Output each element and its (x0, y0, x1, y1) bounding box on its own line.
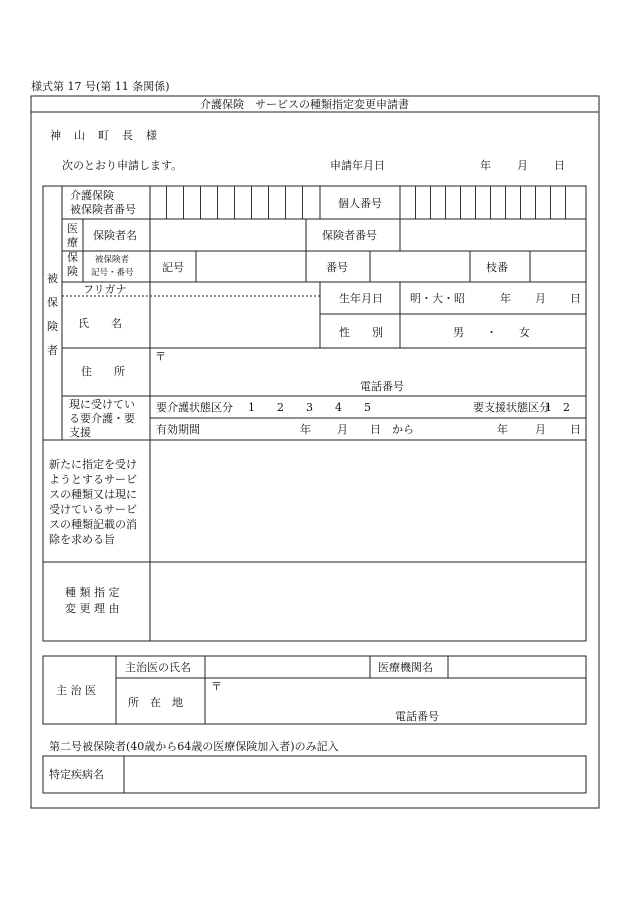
date-year-unit: 年 (480, 159, 491, 172)
kigo-field[interactable] (197, 252, 305, 281)
valid-kara: から (392, 423, 414, 436)
digit-box (415, 186, 416, 219)
institution-label: 医療機関名 (378, 661, 433, 674)
service-request-line: 受けているサービ (49, 503, 137, 516)
name-field[interactable] (151, 297, 319, 347)
doctor-location-label: 所 在 地 (128, 696, 183, 709)
valid-from-year: 年 (300, 423, 311, 436)
digit-box (565, 186, 566, 219)
digit-box (550, 186, 551, 219)
insurer-name-label: 保険者名 (93, 229, 137, 242)
service-request-line: スの種類記載の消 (49, 518, 137, 531)
service-request-field[interactable] (151, 441, 585, 561)
medical-side-char: 険 (67, 265, 78, 278)
valid-to-day: 日 (570, 423, 581, 436)
kigo-label: 記号 (162, 261, 184, 274)
side-label-char: 者 (47, 344, 58, 357)
specific-disease-label: 特定疾病名 (49, 768, 104, 781)
doctor-name-label: 主治医の氏名 (125, 661, 191, 674)
edaban-label: 枝番 (486, 261, 508, 274)
date-label: 申請年月日 (330, 159, 385, 172)
medical-side-char: 保 (67, 251, 78, 264)
sex-label: 性 別 (339, 326, 383, 339)
insured-code-label-1: 被保険者 (95, 255, 130, 265)
intro-text: 次のとおり申請します。 (62, 159, 183, 172)
bango-field[interactable] (371, 252, 469, 281)
dob-label: 生年月日 (339, 292, 383, 305)
date-month-unit: 月 (517, 159, 528, 172)
dob-year-unit: 年 (500, 292, 511, 305)
digit-box (200, 186, 201, 219)
phone-label: 電話番号 (360, 380, 404, 393)
doctor-section-label: 主 治 医 (56, 684, 96, 697)
specific-disease-field[interactable] (125, 757, 585, 792)
digit-box (217, 186, 218, 219)
service-request-line: ようとするサービ (49, 473, 137, 486)
digit-box (251, 186, 252, 219)
insurer-no-label: 保険者番号 (322, 229, 377, 242)
valid-from-day: 日 (370, 423, 381, 436)
address-label: 住 所 (81, 365, 125, 378)
institution-field[interactable] (449, 657, 585, 677)
digit-box (183, 186, 184, 219)
ins-no-label-2: 被保険者番号 (70, 203, 136, 216)
personal-no-label: 個人番号 (338, 197, 382, 210)
name-label: 氏 名 (78, 317, 122, 330)
digit-box (535, 186, 536, 219)
care-label-line2: る要介護・要 (69, 412, 135, 425)
digit-box (475, 186, 476, 219)
service-request-line: 新たに指定を受け (49, 458, 137, 471)
medical-side-char: 療 (67, 236, 78, 249)
digit-box (520, 186, 521, 219)
care-label-line3: 支援 (69, 426, 91, 439)
second-insured-note: 第二号被保険者(40歳から64歳の医療保険加入者)のみ記入 (49, 740, 339, 753)
valid-period-label: 有効期間 (156, 423, 200, 436)
dob-day-unit: 日 (570, 292, 581, 305)
side-label-char: 被 (47, 272, 58, 285)
doctor-phone-label: 電話番号 (395, 710, 439, 723)
ins-no-label-1: 介護保険 (70, 189, 114, 202)
form-number: 様式第 17 号(第 11 条関係) (31, 80, 170, 93)
care-level-label: 要介護状態区分 (156, 401, 233, 414)
era-options[interactable]: 明・大・昭 (410, 292, 465, 305)
insurer-no-field[interactable] (401, 220, 585, 250)
form-title: 介護保険 サービスの種類指定変更申請書 (200, 98, 409, 111)
addressee: 神 山 町 長 様 (50, 129, 158, 142)
postal-mark: 〒 (155, 350, 166, 363)
furigana-field[interactable] (151, 283, 319, 295)
side-label-char: 保 (47, 296, 58, 309)
furigana-label: フリガナ (83, 283, 127, 296)
edaban-field[interactable] (531, 252, 585, 281)
service-request-line: 除を求める旨 (49, 533, 115, 546)
doctor-postal-mark: 〒 (211, 680, 222, 693)
digit-box (445, 186, 446, 219)
date-day-unit: 日 (554, 159, 565, 172)
digit-box (166, 186, 167, 219)
digit-box (268, 186, 269, 219)
dob-month-unit: 月 (535, 292, 546, 305)
valid-from-month: 月 (337, 423, 348, 436)
digit-box (460, 186, 461, 219)
digit-box (234, 186, 235, 219)
care-label-line1: 現に受けてい (69, 398, 135, 411)
service-request-line: スの種類又は現に (49, 488, 137, 501)
bango-label: 番号 (326, 261, 348, 274)
valid-to-year: 年 (497, 423, 508, 436)
side-label-char: 険 (47, 320, 58, 333)
change-reason-label-2: 変 更 理 由 (65, 602, 120, 615)
support-level-options[interactable]: 1 2 (545, 401, 570, 414)
digit-box (302, 186, 303, 219)
digit-box (285, 186, 286, 219)
digit-box (490, 186, 491, 219)
sex-options[interactable]: 男 ・ 女 (453, 326, 530, 339)
doctor-name-field[interactable] (206, 657, 369, 677)
insurer-name-field[interactable] (151, 220, 305, 250)
change-reason-field[interactable] (151, 563, 585, 640)
medical-side-char: 医 (67, 222, 78, 235)
care-level-options[interactable]: 1 2 3 4 5 (248, 401, 371, 414)
digit-box (430, 186, 431, 219)
digit-box (505, 186, 506, 219)
support-level-label: 要支援状態区分 (473, 401, 550, 414)
change-reason-label-1: 種 類 指 定 (65, 586, 120, 599)
valid-to-month: 月 (535, 423, 546, 436)
insured-code-label-2: 記号・番号 (91, 268, 134, 278)
